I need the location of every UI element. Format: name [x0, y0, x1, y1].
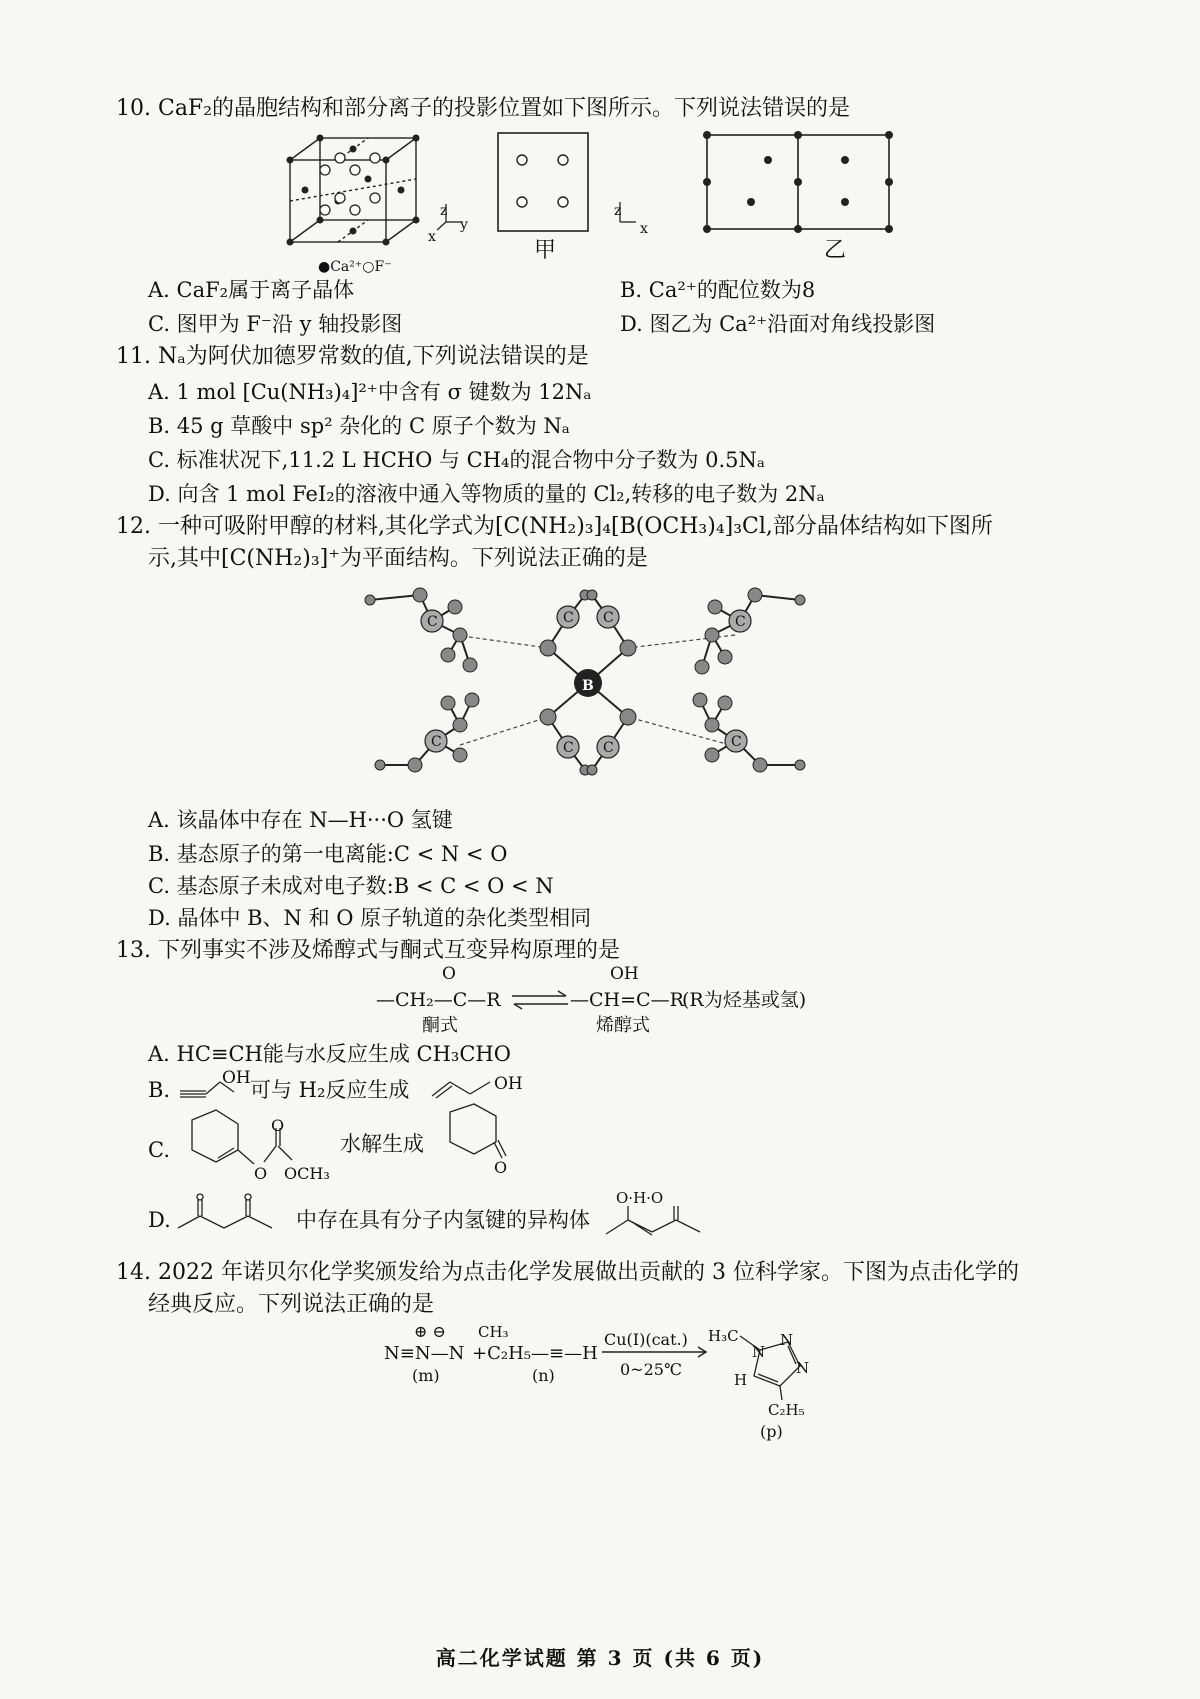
q12-stem-line1: 12. 一种可吸附甲醇的材料,其化学式为[C(NH₂)₃]₄[B(OCH₃)₄]₃Cl,部分晶体结构如下图所 — [116, 514, 993, 539]
axis-z-label-1: z — [440, 203, 448, 219]
carbonate-o-ring: O — [254, 1164, 268, 1183]
q11-option-d[interactable]: D. 向含 1 mol FeI₂的溶液中通入等物质的量的 Cl₂,转移的电子数为 2Nₐ — [148, 482, 825, 506]
q13-option-b-prefix[interactable]: B. — [148, 1078, 171, 1102]
projection-jia — [497, 132, 589, 232]
cell-legend: ●Ca²⁺○F⁻ — [318, 259, 392, 275]
axis-y-label-1: y — [460, 217, 468, 233]
q10-option-b[interactable]: B. Ca²⁺的配位数为8 — [620, 278, 816, 302]
alkyne-formula: +C₂H₅—≡—H — [472, 1343, 598, 1364]
label-m: (m) — [412, 1366, 440, 1385]
q13-option-c-text[interactable]: 水解生成 — [340, 1132, 424, 1156]
q13-option-d-text[interactable]: 中存在具有分子内氢键的异构体 — [296, 1208, 590, 1232]
q12-stem-line2: 示,其中[C(NH₂)₃]⁺为平面结构。下列说法正确的是 — [148, 546, 648, 571]
triazole-n1: N — [752, 1343, 766, 1361]
allyl-oh: OH — [494, 1074, 523, 1094]
temperature-label: 0~25℃ — [620, 1360, 682, 1379]
atom-c-label-3: C — [427, 614, 438, 630]
q10-option-a[interactable]: A. CaF₂属于离子晶体 — [148, 278, 355, 302]
hydrogen-bond-label: O·H·O — [616, 1189, 664, 1207]
page-footer: 高二化学试题 第 3 页 (共 6 页) — [435, 1646, 765, 1670]
azide-charges: ⊕ ⊖ — [414, 1322, 446, 1341]
label-yi: 乙 — [824, 238, 847, 263]
keto-name: 酮式 — [422, 1015, 458, 1036]
cyclohexanone-o: O — [494, 1158, 508, 1177]
q10-stem: 10. CaF₂的晶胞结构和部分离子的投影位置如下图所示。下列说法错误的是 — [116, 96, 851, 121]
q12-option-a[interactable]: A. 该晶体中存在 N—H···O 氢键 — [148, 808, 453, 832]
q12-option-c[interactable]: C. 基态原子未成对电子数:B < C < O < N — [148, 874, 554, 898]
q11-option-a[interactable]: A. 1 mol [Cu(NH₃)₄]²⁺中含有 σ 键数为 12Nₐ — [148, 380, 592, 404]
q14-stem-line1: 14. 2022 年诺贝尔化学奖颁发给为点击化学发展做出贡献的 3 位科学家。下图为点击化学的 — [116, 1260, 1019, 1285]
keto-formula: —CH₂—C—R — [376, 989, 501, 1011]
label-jia: 甲 — [534, 238, 557, 263]
axis-x-label-1: x — [428, 229, 436, 245]
atom-c-label-8: C — [603, 740, 614, 756]
atom-c-label-5: C — [431, 734, 442, 750]
equilibrium-arrows — [510, 990, 570, 1010]
label-p: (p) — [760, 1422, 783, 1441]
q12-option-b[interactable]: B. 基态原子的第一电离能:C < N < O — [148, 842, 508, 866]
enol-formula: —CH=C—R — [570, 989, 684, 1011]
q13-option-c-prefix[interactable]: C. — [148, 1138, 170, 1162]
q11-option-c[interactable]: C. 标准状况下,11.2 L HCHO 与 CH₄的混合物中分子数为 0.5Nₐ — [148, 448, 766, 472]
carbonate-och3: OCH₃ — [284, 1164, 330, 1183]
enol-oh-label: OH — [610, 964, 639, 984]
azide-formula: N≡N—N — [384, 1343, 465, 1364]
azide-ch3: CH₃ — [478, 1323, 509, 1341]
carbonate-o-double: O — [271, 1116, 285, 1135]
projection-yi — [706, 134, 890, 230]
atom-b-label: B — [582, 678, 594, 694]
q13-option-a[interactable]: A. HC≡CH能与水反应生成 CH₃CHO — [148, 1042, 511, 1066]
q10-option-c[interactable]: C. 图甲为 F⁻沿 y 轴投影图 — [148, 312, 403, 336]
caf2-unit-cell-diagram — [280, 130, 430, 250]
triazole-h: H — [734, 1371, 748, 1389]
catalyst-label: Cu(Ⅰ)(cat.) — [604, 1330, 688, 1349]
triazole-n2: N — [780, 1331, 794, 1349]
q10-option-d[interactable]: D. 图乙为 Ca²⁺沿面对角线投影图 — [620, 312, 936, 336]
atom-c-label-1: C — [563, 610, 574, 626]
triazole-n3: N — [796, 1359, 810, 1377]
atom-c-label-6: C — [731, 734, 742, 750]
atom-c-label-7: C — [563, 740, 574, 756]
q13-option-d-prefix[interactable]: D. — [148, 1208, 171, 1232]
product-c2h5: C₂H₅ — [768, 1401, 805, 1419]
tautomer-note: (R为烃基或氢) — [682, 989, 807, 1011]
propargyl-oh: OH — [222, 1068, 251, 1088]
label-n: (n) — [532, 1366, 555, 1385]
product-h3c: H₃C — [708, 1327, 739, 1345]
enol-name: 烯醇式 — [596, 1015, 650, 1036]
q14-stem-line2: 经典反应。下列说法正确的是 — [148, 1292, 435, 1317]
keto-o-label: O — [442, 964, 456, 984]
q11-option-b[interactable]: B. 45 g 草酸中 sp² 杂化的 C 原子个数为 Nₐ — [148, 414, 570, 438]
q12-option-d[interactable]: D. 晶体中 B、N 和 O 原子轨道的杂化类型相同 — [148, 906, 592, 930]
allyl-alcohol-structure — [430, 1072, 500, 1102]
atom-c-label-4: C — [735, 614, 746, 630]
q13-stem: 13. 下列事实不涉及烯醇式与酮式互变异构原理的是 — [116, 938, 620, 963]
acetylacetone-structure — [174, 1192, 284, 1242]
atom-c-label-2: C — [603, 610, 614, 626]
axis-x-label-2: x — [640, 221, 648, 237]
q11-stem: 11. Nₐ为阿伏加德罗常数的值,下列说法错误的是 — [116, 344, 589, 369]
q13-option-b-text[interactable]: 可与 H₂反应生成 — [250, 1078, 410, 1102]
axis-z-label-2: z — [614, 203, 622, 219]
